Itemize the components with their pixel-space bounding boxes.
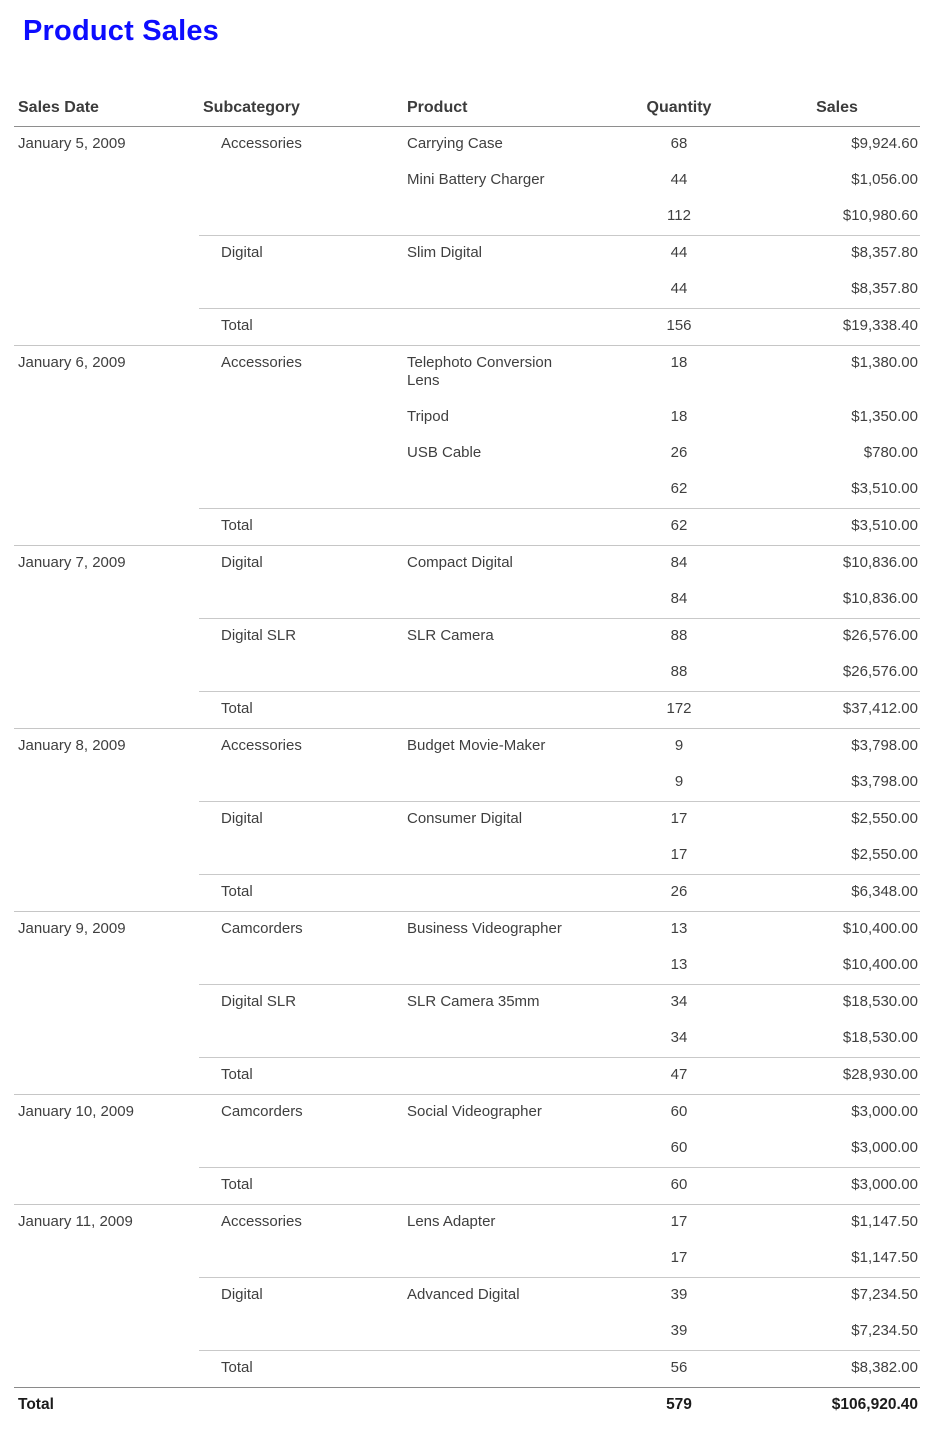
cell-sales-date [14,1021,199,1058]
cell-sales: $28,930.00 [729,1057,920,1094]
cell-sales: $1,147.50 [851,1248,918,1266]
cell-product [399,1314,629,1351]
cell-subcategory: Digital [199,1277,399,1314]
cell-product [399,508,629,545]
cell-product [399,874,629,911]
cell-quantity: 9 [629,728,729,765]
cell-sales-date: January 8, 2009 [14,728,199,765]
subtotal-row [14,948,920,985]
cell-subcategory [199,163,399,199]
product-name: USB Cable [407,443,482,461]
cell-product [399,235,629,272]
cell-quantity: 60 [670,1138,688,1156]
cell-product [399,1241,629,1278]
cell-quantity: 56 [629,1350,729,1387]
group-total-row [14,508,920,545]
cell-sales-date [14,436,199,472]
cell-sales-date: January 7, 2009 [14,545,199,582]
cell-subcategory [199,1314,399,1351]
product-name: SLR Camera 35mm [407,992,540,1010]
cell-sales: $10,836.00 [842,589,918,607]
cell-sales-date [14,984,199,1021]
cell-sales: $26,576.00 [729,618,920,655]
cell-product [399,984,629,1021]
cell-sales-date [14,1131,199,1168]
cell-quantity: 26 [629,874,729,911]
subtotal-row [14,655,920,692]
cell-quantity: 13 [670,955,688,973]
cell-sales: $8,357.80 [851,279,918,297]
col-header-quantity: Quantity [629,90,729,126]
cell-sales-date: January 9, 2009 [14,911,199,948]
group-total-row [14,691,920,728]
cell-sales: $10,400.00 [729,911,920,948]
product-name: Business Videographer [407,919,562,937]
cell-sales: $1,056.00 [851,170,918,188]
cell-quantity: 44 [670,279,688,297]
product-name: Consumer Digital [407,809,523,827]
cell-subcategory [199,1241,399,1278]
subtotal-row [14,1131,920,1168]
cell-sales: $9,924.60 [851,134,918,152]
cell-sales: $1,380.00 [729,345,920,400]
cell-product [399,728,629,765]
group-total-row [14,1350,920,1387]
cell-sales-date [14,948,199,985]
table-row [14,618,920,655]
cell-quantity: 13 [629,911,729,948]
cell-sales: $26,576.00 [842,662,918,680]
group-total-label: Total [199,308,399,345]
table-row [14,163,920,199]
cell-product [399,1094,629,1131]
cell-subcategory [199,655,399,692]
cell-subcategory: Accessories [199,1204,399,1241]
product-name: Social Videographer [407,1102,542,1120]
cell-sales-date [14,400,199,436]
cell-sales: $106,920.40 [729,1387,920,1424]
subtotal-row [14,1314,920,1351]
cell-subcategory [199,1131,399,1168]
group-total-label: Total [199,691,399,728]
cell-sales-date: January 5, 2009 [18,134,126,152]
cell-quantity: 579 [629,1387,729,1424]
cell-product [399,618,629,655]
cell-quantity: 88 [629,618,729,655]
subtotal-row [14,1241,920,1278]
cell-product [399,1131,629,1168]
cell-quantity: 18 [670,407,688,425]
cell-sales-date [14,838,199,875]
product-name: Compact Digital [407,553,513,571]
page-title: Product Sales [23,15,219,47]
group-total-row [14,1057,920,1094]
table-row [14,728,920,765]
table-row [14,984,920,1021]
cell-subcategory: Digital SLR [199,618,399,655]
cell-quantity: 26 [670,443,688,461]
cell-sales-date [14,765,199,802]
cell-quantity: 156 [629,308,729,345]
cell-sales-date [14,272,199,309]
cell-quantity: 88 [670,662,688,680]
group-total-row [14,874,920,911]
cell-subcategory [199,948,399,985]
cell-sales-date [14,618,199,655]
col-header-subcategory: Subcategory [199,90,399,126]
product-name: Tripod [407,407,449,425]
table-row [14,235,920,272]
cell-subcategory [199,436,399,472]
table-body [14,126,920,1424]
table-header [14,90,920,126]
product-name: SLR Camera [407,626,494,644]
cell-product [399,545,629,582]
cell-product [399,163,629,199]
product-name: Budget Movie-Maker [407,736,546,754]
cell-quantity: 9 [674,772,684,790]
grand-total-row [14,1387,920,1424]
subtotal-row [14,1021,920,1058]
cell-sales: $3,000.00 [729,1094,920,1131]
subtotal-row [14,472,920,509]
cell-sales: $10,836.00 [729,545,920,582]
cell-product [399,765,629,802]
cell-sales: $10,980.60 [842,206,918,224]
cell-sales: $3,510.00 [851,479,918,497]
cell-quantity: 17 [629,1204,729,1241]
cell-subcategory: Accessories [199,728,399,765]
cell-quantity: 60 [629,1094,729,1131]
cell-sales: $780.00 [863,443,918,461]
cell-sales-date [14,801,199,838]
product-name: Advanced Digital [407,1285,520,1303]
cell-quantity: 47 [629,1057,729,1094]
cell-sales-date: January 10, 2009 [14,1094,199,1131]
group-total-row [14,308,920,345]
table-row [14,545,920,582]
cell-sales: $3,000.00 [729,1167,920,1204]
grand-total-label: Total [14,1387,199,1424]
cell-quantity: 18 [629,345,729,400]
cell-sales-date [14,163,199,199]
cell-sales: $18,530.00 [842,1028,918,1046]
cell-sales-date [14,199,199,236]
cell-sales: $3,510.00 [729,508,920,545]
cell-quantity: 60 [629,1167,729,1204]
cell-sales: $3,000.00 [851,1138,918,1156]
cell-product [399,1387,629,1424]
cell-quantity: 62 [629,508,729,545]
group-total-label: Total [199,1350,399,1387]
cell-sales-date [14,472,199,509]
table-row [14,436,920,472]
group-total-row [14,1167,920,1204]
cell-subcategory: Digital [199,235,399,272]
cell-product [399,1167,629,1204]
cell-product [399,1350,629,1387]
cell-sales: $2,550.00 [729,801,920,838]
cell-quantity: 68 [670,134,688,152]
cell-quantity: 44 [629,235,729,272]
cell-sales-date [14,1057,199,1094]
table-row [14,1204,920,1241]
cell-sales: $2,550.00 [851,845,918,863]
cell-sales: $1,350.00 [851,407,918,425]
cell-quantity: 39 [670,1321,688,1339]
cell-sales-date: January 6, 2009 [14,345,199,400]
product-sales-table [14,90,920,1424]
cell-subcategory: Camcorders [199,1094,399,1131]
cell-quantity: 17 [670,845,688,863]
cell-quantity: 84 [629,545,729,582]
group-total-label: Total [199,1167,399,1204]
cell-product [399,126,629,163]
cell-sales: $8,357.80 [729,235,920,272]
cell-sales-date [14,1350,199,1387]
cell-subcategory: Digital [199,801,399,838]
cell-product [399,272,629,309]
cell-sales-date [14,655,199,692]
subtotal-row [14,582,920,619]
table-row [14,911,920,948]
cell-sales: $6,348.00 [729,874,920,911]
cell-subcategory: Accessories [199,345,399,400]
cell-quantity: 17 [629,801,729,838]
cell-quantity: 84 [670,589,688,607]
cell-product [399,1204,629,1241]
cell-quantity: 172 [629,691,729,728]
cell-sales: $3,798.00 [851,772,918,790]
cell-subcategory [199,472,399,509]
cell-subcategory [199,1387,399,1424]
cell-quantity: 112 [667,206,691,224]
cell-subcategory [199,582,399,619]
group-total-label: Total [199,874,399,911]
cell-sales: $19,338.40 [729,308,920,345]
cell-product [399,1277,629,1314]
cell-product [399,199,629,236]
cell-subcategory [199,765,399,802]
cell-sales-date: January 11, 2009 [14,1204,199,1241]
cell-sales-date [14,691,199,728]
col-header-sales-date: Sales Date [14,90,199,126]
subtotal-row [14,199,920,236]
cell-subcategory [199,272,399,309]
cell-product [399,838,629,875]
cell-sales-date [14,508,199,545]
cell-sales-date [14,235,199,272]
cell-subcategory: Camcorders [199,911,399,948]
subtotal-row [14,838,920,875]
table-header-row [14,90,920,126]
cell-sales-date [14,1314,199,1351]
cell-quantity: 44 [670,170,688,188]
cell-quantity: 62 [670,479,688,497]
cell-sales-date [14,1241,199,1278]
cell-subcategory [199,400,399,436]
table-row [14,801,920,838]
cell-subcategory: Digital [199,545,399,582]
cell-subcategory [199,1021,399,1058]
cell-sales: $3,798.00 [729,728,920,765]
cell-subcategory [199,838,399,875]
cell-sales: $10,400.00 [842,955,918,973]
cell-product [399,1057,629,1094]
table-row [14,1094,920,1131]
cell-product [399,691,629,728]
cell-product [399,801,629,838]
table-row [14,400,920,436]
cell-product [399,472,629,509]
cell-quantity: 34 [629,984,729,1021]
cell-sales: $1,147.50 [729,1204,920,1241]
cell-product [399,345,629,400]
cell-sales: $18,530.00 [729,984,920,1021]
cell-sales-date [14,1277,199,1314]
cell-quantity: 34 [670,1028,688,1046]
cell-sales-date [14,582,199,619]
group-total-label: Total [199,1057,399,1094]
cell-product [399,582,629,619]
table-row [14,1277,920,1314]
cell-product [399,436,629,472]
cell-subcategory: Accessories [221,134,302,152]
cell-subcategory: Digital SLR [199,984,399,1021]
cell-product [399,1021,629,1058]
cell-product [399,400,629,436]
cell-quantity: 39 [629,1277,729,1314]
product-name: Carrying Case [407,134,503,152]
product-name: Telephoto Conversion Lens [407,353,553,389]
cell-sales: $8,382.00 [729,1350,920,1387]
cell-product [399,308,629,345]
product-name: Mini Battery Charger [407,170,545,188]
cell-subcategory [199,199,399,236]
cell-sales: $37,412.00 [729,691,920,728]
cell-product [399,655,629,692]
col-header-sales: Sales [729,90,920,126]
product-name: Slim Digital [407,243,483,261]
cell-product [399,948,629,985]
cell-sales: $7,234.50 [851,1321,918,1339]
cell-product [399,911,629,948]
group-total-label: Total [199,508,399,545]
cell-quantity: 17 [670,1248,688,1266]
subtotal-row [14,765,920,802]
cell-sales-date [14,874,199,911]
table-row [14,345,920,400]
cell-sales-date [14,308,199,345]
col-header-product: Product [399,90,629,126]
cell-sales-date [14,1167,199,1204]
product-name: Lens Adapter [407,1212,496,1230]
cell-sales: $7,234.50 [729,1277,920,1314]
subtotal-row [14,272,920,309]
table-row [14,126,920,163]
